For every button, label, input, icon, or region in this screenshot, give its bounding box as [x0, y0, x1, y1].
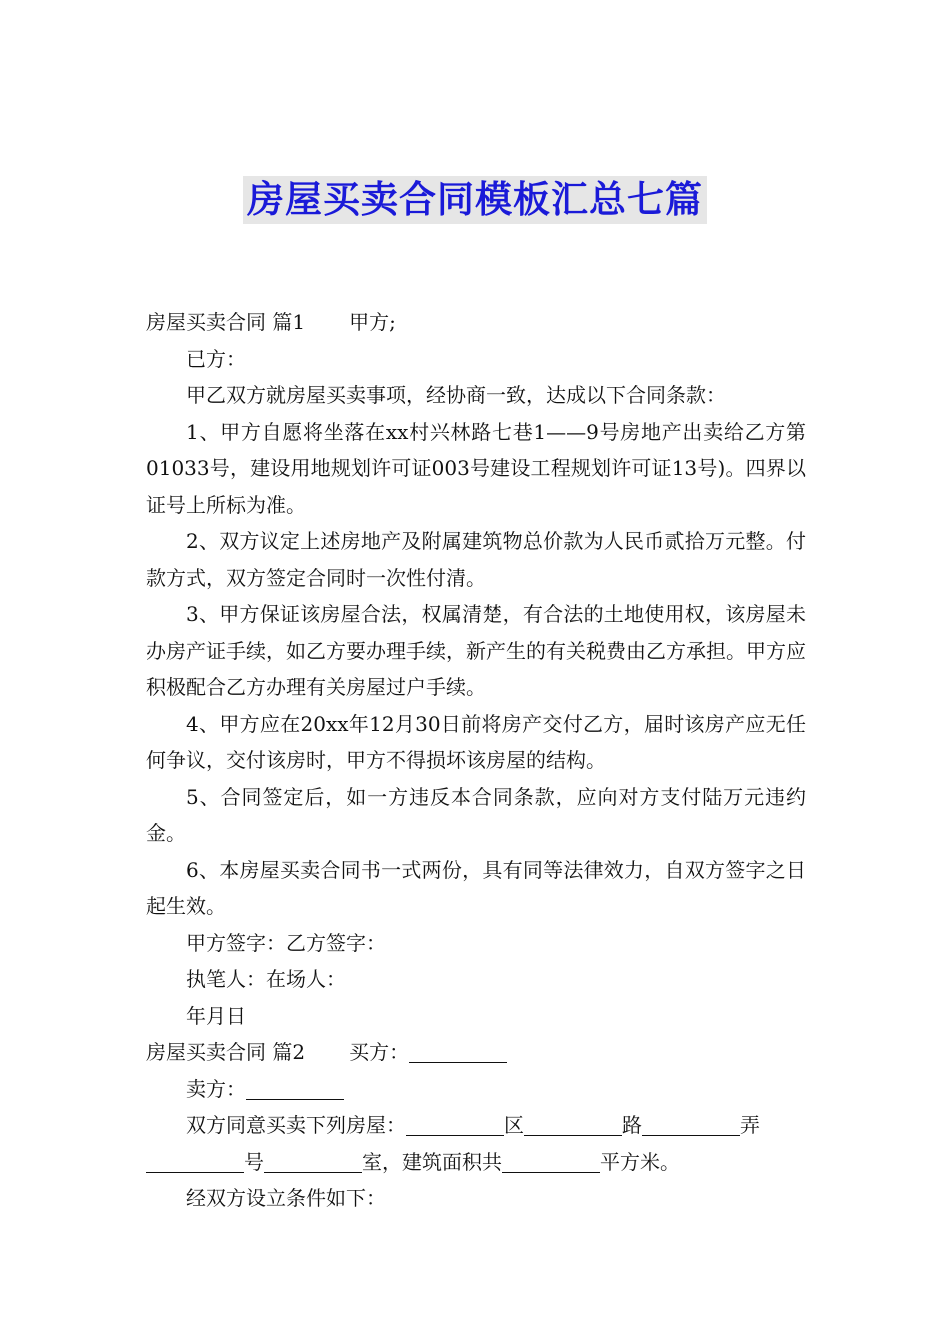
room-label: 室，建筑面积共	[362, 1149, 502, 1174]
number-label: 号	[244, 1149, 264, 1174]
document-title: 房屋买卖合同模板汇总七篇	[243, 176, 707, 224]
contract1-clause-1: 1、甲方自愿将坐落在xx村兴林路七巷1——9号房地产出卖给乙方第01033号，建设用地规划许可证003号建设工程规划许可证13号)。四界以证号上所标为准。	[146, 419, 806, 517]
lane-label: 弄	[740, 1113, 760, 1137]
contract1-clause-5: 5、合同签定后，如一方违反本合同条款，应向对方支付陆万元违约金。	[146, 784, 806, 845]
road-label: 路	[622, 1113, 642, 1137]
lane-blank[interactable]	[642, 1115, 740, 1136]
road-blank[interactable]	[524, 1115, 622, 1136]
number-blank[interactable]	[146, 1152, 244, 1173]
contract2-heading-line	[146, 1034, 806, 1071]
contract1-witness: 执笔人：在场人：	[186, 967, 346, 991]
contract1-party-a: 甲方;	[349, 310, 396, 334]
contract1-clause-2: 2、双方议定上述房地产及附属建筑物总价款为人民币贰拾万元整。付款方式，双方签定合同时一次性付清。	[146, 529, 806, 590]
room-blank[interactable]	[264, 1152, 362, 1173]
district-label: 区	[504, 1113, 524, 1137]
seller-blank[interactable]	[246, 1079, 344, 1100]
area-unit: 平方米。	[600, 1149, 680, 1174]
district-blank[interactable]	[406, 1115, 504, 1136]
agree-prefix: 双方同意买卖下列房屋：	[186, 1113, 406, 1137]
area-blank[interactable]	[502, 1152, 600, 1173]
contract1-intro: 甲乙双方就房屋买卖事项，经协商一致，达成以下合同条款：	[186, 383, 726, 407]
contract1-clause-6: 6、本房屋买卖合同书一式两份，具有同等法律效力，自双方签字之日起生效。	[146, 857, 806, 918]
contract2-heading: 房屋买卖合同 篇2	[146, 1040, 306, 1064]
contract2-property-line-2	[146, 1144, 806, 1181]
contract1-clause-4: 4、甲方应在20xx年12月30日前将房产交付乙方，届时该房产应无任何争议，交付该房时，甲方不得损坏该房屋的结构。	[146, 711, 806, 772]
buyer-blank[interactable]	[409, 1042, 507, 1063]
title-container	[0, 176, 950, 224]
contract2-seller-label: 卖方：	[186, 1076, 246, 1101]
contract2-conditions: 经双方设立条件如下：	[186, 1186, 386, 1210]
contract2-property-line	[146, 1107, 806, 1144]
contract1-clause-3: 3、甲方保证该房屋合法，权属清楚，有合法的土地使用权，该房屋未办房产证手续，如乙方要办理手续，新产生的有关税费由乙方承担。甲方应积极配合乙方办理有关房屋过户手续。	[146, 602, 806, 699]
contract2-buyer-label: 买方：	[349, 1040, 410, 1064]
contract1-heading: 房屋买卖合同 篇1	[146, 310, 306, 334]
contract1-date: 年月日	[186, 1003, 246, 1028]
contract2-seller-line	[146, 1071, 806, 1108]
contract1-signatures: 甲方签字：乙方签字：	[186, 930, 386, 955]
contract1-heading-line	[146, 304, 806, 341]
document-body	[146, 304, 806, 1217]
contract1-party-b: 已方：	[186, 346, 246, 371]
